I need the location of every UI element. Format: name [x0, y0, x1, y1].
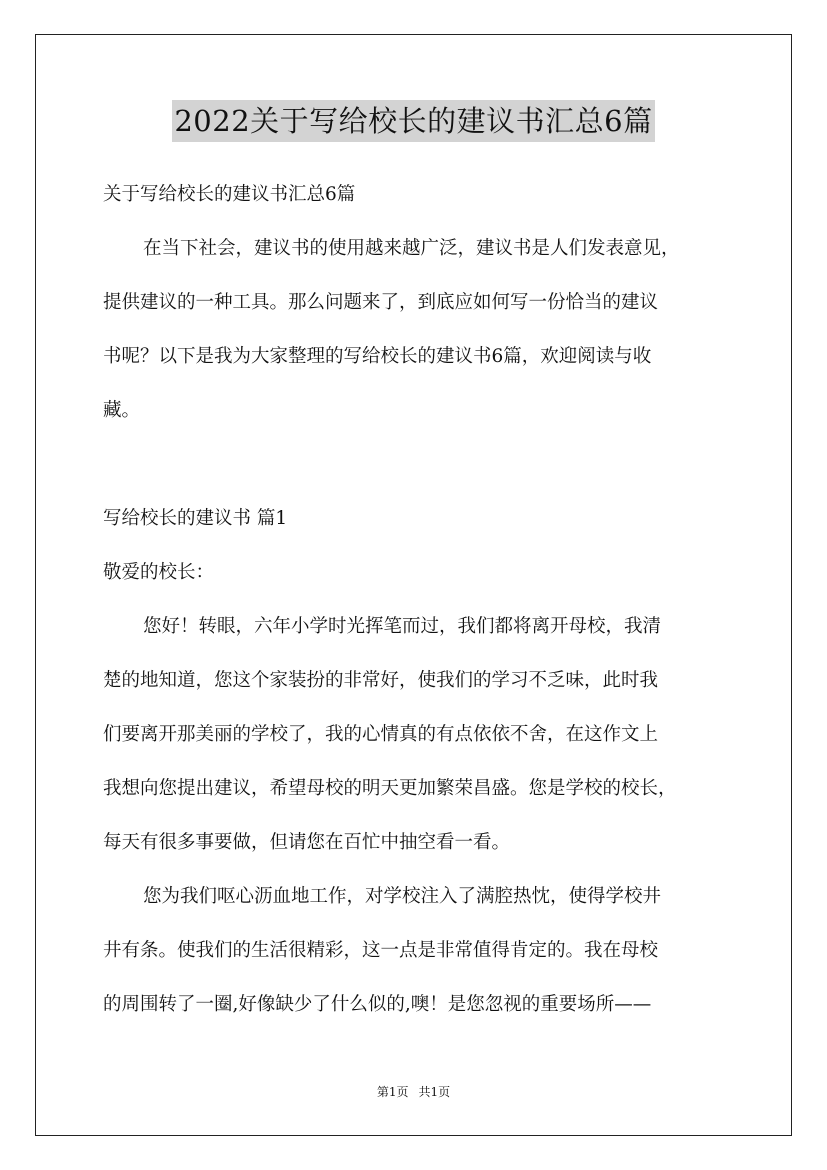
- subtitle-line: 关于写给校长的建议书汇总6篇: [103, 184, 356, 205]
- section-heading: 写给校长的建议书 篇1: [103, 508, 288, 529]
- paragraph-line: 楚的地知道，您这个家装扮的非常好，使我们的学习不乏味，此时我: [103, 670, 659, 691]
- page-number: 第1页: [376, 1085, 409, 1099]
- blank-line: [103, 438, 743, 492]
- salutation-line: 敬爱的校长：: [103, 562, 215, 583]
- document-title: 2022关于写给校长的建议书汇总6篇: [172, 100, 654, 142]
- paragraph-line: 您为我们呕心沥血地工作，对学校注入了满腔热忱，使得学校井: [143, 886, 662, 907]
- paragraph-line: 您好！转眼，六年小学时光挥笔而过，我们都将离开母校，我清: [143, 616, 662, 637]
- paragraph-line: 井有条。使我们的生活很精彩，这一点是非常值得肯定的。我在母校: [103, 940, 659, 961]
- paragraph-line: 我想向您提出建议，希望母校的明天更加繁荣昌盛。您是学校的校长，: [103, 778, 677, 799]
- page-footer: [0, 1083, 827, 1100]
- document-body: [103, 168, 743, 1032]
- paragraph-line: 们要离开那美丽的学校了，我的心情真的有点依依不舍，在这作文上: [103, 724, 659, 745]
- paragraph-line: 每天有很多事要做，但请您在百忙中抽空看一看。: [103, 832, 511, 853]
- paragraph-line: 在当下社会，建议书的使用越来越广泛，建议书是人们发表意见，: [143, 238, 680, 259]
- paragraph-line: 书呢？以下是我为大家整理的写给校长的建议书6篇，欢迎阅读与收: [103, 346, 652, 367]
- paragraph-line: 藏。: [103, 400, 141, 421]
- page-total: 共1页: [418, 1085, 451, 1099]
- paragraph-line: 的周围转了一圈,好像缺少了什么似的,噢！是您忽视的重要场所——: [103, 994, 652, 1015]
- title-container: [0, 100, 827, 142]
- paragraph-line: 提供建议的一种工具。那么问题来了，到底应如何写一份恰当的建议: [103, 292, 659, 313]
